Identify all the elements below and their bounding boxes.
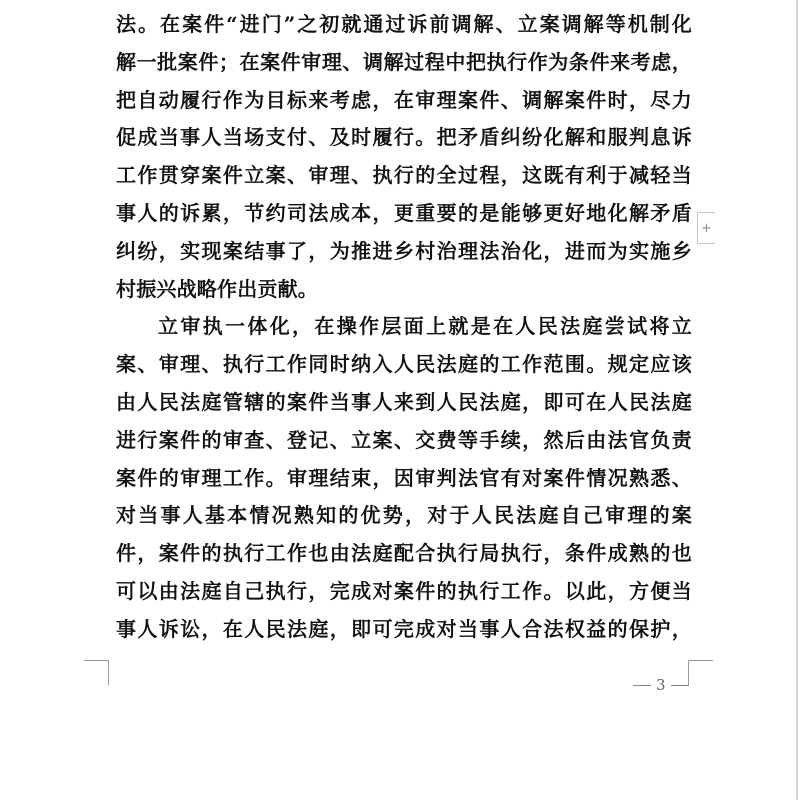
text-line: 可以由法庭自己执行，完成对案件的执行工作。以此，方便当 — [116, 578, 692, 603]
page-footer — [633, 674, 689, 696]
paragraph-2 — [116, 308, 692, 648]
footer-dash-left — [633, 685, 651, 686]
page-number: 3 — [656, 676, 666, 694]
text-line: 进行案件的审查、登记、立案、交费等手续，然后由法官负责 — [116, 427, 692, 452]
text-line: 对当事人基本情况熟知的优势，对于人民法庭自己审理的案 — [116, 503, 692, 528]
crop-mark-right — [688, 660, 713, 685]
text-line: 案件的审理工作。审理结束，因审判法官有对案件情况熟悉、 — [116, 465, 692, 490]
text-line: 把自动履行作为目标来考虑，在审理案件、调解案件时，尽力 — [116, 87, 692, 112]
text-line: 解一批案件；在案件审理、调解过程中把执行作为条件来考虑， — [116, 49, 692, 74]
text-line: 工作贯穿案件立案、审理、执行的全过程，这既有利于减轻当 — [116, 163, 692, 188]
crop-mark-left — [84, 660, 109, 685]
add-comment-button[interactable]: + — [697, 212, 715, 244]
footer-dash-right — [671, 685, 689, 686]
text-line: 法。在案件“进门”之初就通过诉前调解、立案调解等机制化 — [116, 12, 692, 36]
text-line: 村振兴战略作出贡献。 — [116, 276, 318, 301]
text-line: 纠纷，实现案结事了，为推进乡村治理法治化，进而为实施乡 — [116, 238, 692, 263]
text-line: 案、审理、执行工作同时纳入人民法庭的工作范围。规定应该 — [116, 352, 692, 377]
text-line: 促成当事人当场支付、及时履行。把矛盾纠纷化解和服判息诉 — [116, 125, 692, 150]
text-line: 事人诉讼，在人民法庭，即可完成对当事人合法权益的保护， — [116, 616, 692, 641]
document-body[interactable] — [116, 6, 692, 649]
text-line: 事人的诉累，节约司法成本，更重要的是能够更好地化解矛盾 — [116, 200, 692, 225]
paragraph-1 — [116, 6, 692, 308]
text-line: 件，案件的执行工作也由法庭配合执行局执行，条件成熟的也 — [116, 541, 692, 566]
text-line: 由人民法庭管辖的案件当事人来到人民法庭，即可在人民法庭 — [116, 389, 692, 414]
text-line: 立审执一体化，在操作层面上就是在人民法庭尝试将立 — [158, 314, 692, 339]
